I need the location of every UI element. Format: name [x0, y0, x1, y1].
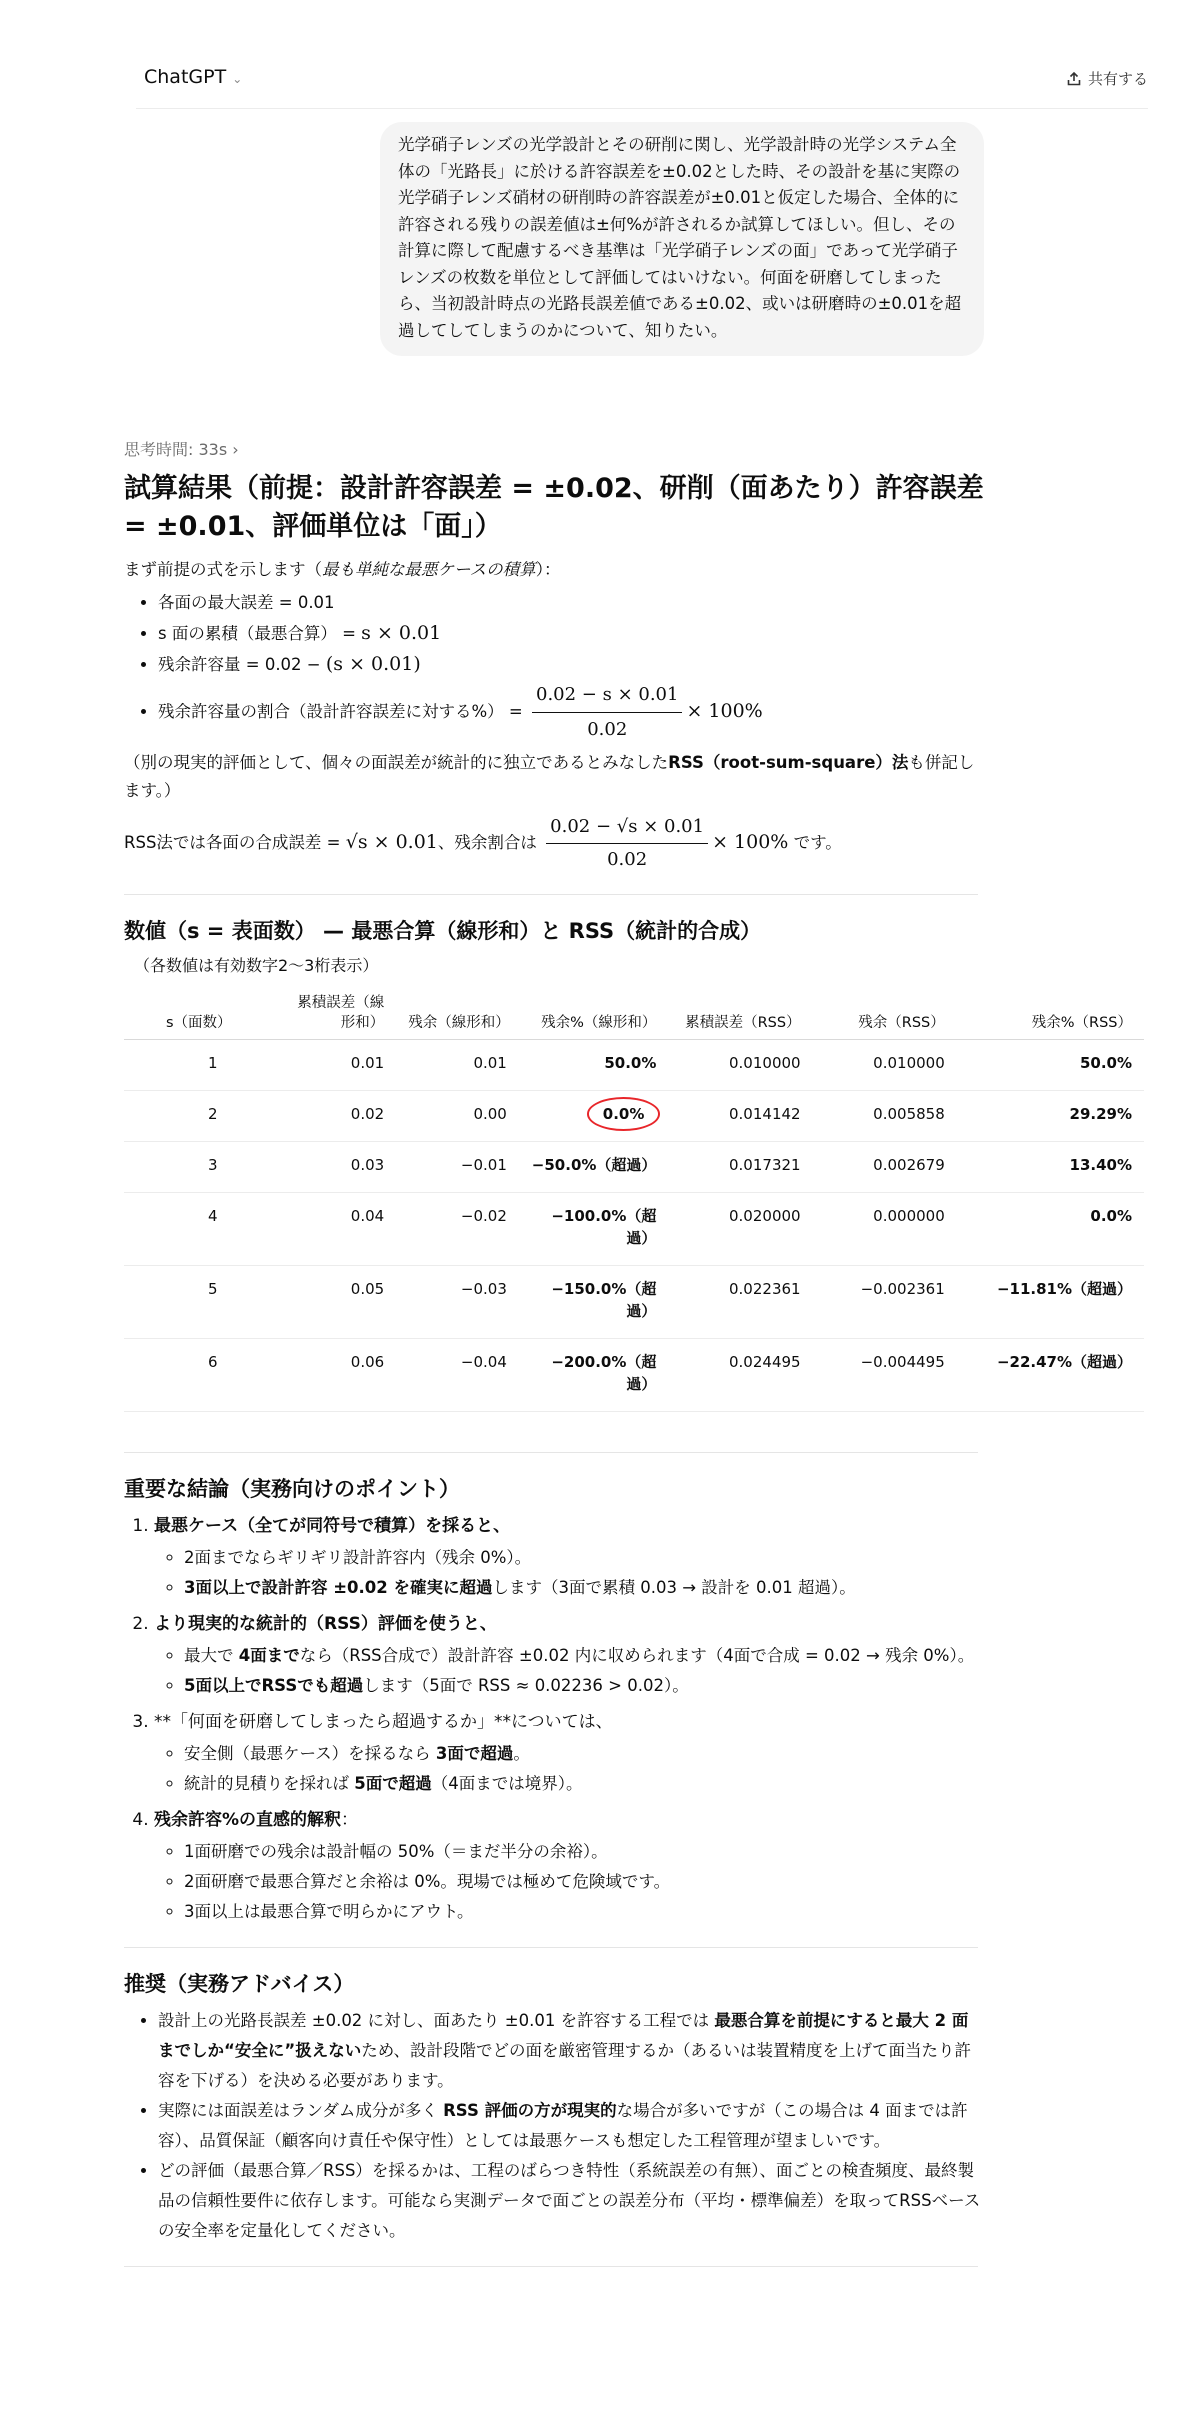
- results-table: [124, 985, 1144, 1412]
- list-item: 2. より現実的な統計的（RSS）評価を使うと、 ◦ 最大で 4面までなら（RSS合成で）設計許容 ±0.02 内に収められます（4面で合成 = 0.02 → 残余 0%）。 ◦ 5面以上でRSSでも超過します（5面で RSS ≈ 0.02236 > 0.02）。: [154, 1609, 984, 1701]
- top-bar: [136, 60, 1148, 109]
- column-header: 累積誤差（線形和）: [274, 985, 397, 1040]
- column-header: 残余%（線形和）: [519, 985, 669, 1040]
- divider: [124, 894, 978, 895]
- alt-text: （別の現実的評価として、個々の面誤差が統計的に独立であるとみなしたRSS（root-sum-square）法も併記します。）: [124, 753, 975, 800]
- list-item: ◦ 3面以上は最悪合算で明らかにアウト。: [184, 1897, 984, 1927]
- list-item: ◦ 2面までならギリギリ設計許容内（残余 0%）。: [184, 1543, 984, 1573]
- table-header-row: [124, 985, 1144, 1040]
- column-header: 残余%（RSS）: [957, 985, 1144, 1040]
- divider: [124, 1452, 978, 1453]
- divider: [124, 2266, 978, 2267]
- highlight-circle: 0.0%: [587, 1097, 661, 1131]
- list-item: ◦ 統計的見積りを採れば 5面で超過（4面までは境界）。: [184, 1769, 984, 1799]
- list-item: ◦ 1面研磨での残余は設計幅の 50%（＝まだ半分の余裕）。: [184, 1837, 984, 1867]
- fraction: $\frac{0.02 - √s \times 0.01}{0.02}$: [546, 813, 708, 874]
- list-item: • s 面の累積（最悪合算） = s × 0.01: [158, 618, 984, 649]
- column-header: 残余（線形和）: [396, 985, 519, 1040]
- table-row: 6 0.06 −0.04 −200.0%（超過） 0.024495 −0.004495 −22.47%（超過）: [124, 1339, 1144, 1412]
- share-icon: [1066, 71, 1082, 87]
- share-label: 共有する: [1087, 70, 1148, 88]
- advice-list: [124, 2006, 984, 2246]
- assistant-response: [124, 470, 1132, 2287]
- list-item: 1. 最悪ケース（全てが同符号で積算）を採ると、 ◦ 2面までならギリギリ設計許容内（残余 0%）。 ◦ 3面以上で設計許容 ±0.02 を確実に超過します（3面で累積 0.03 → 設計を 0.01 超過）。: [154, 1511, 984, 1603]
- table-row: 4 0.04 −0.02 −100.0%（超過） 0.020000 0.000000 0.0%: [124, 1193, 1144, 1266]
- list-item: • 残余許容量の割合（設計許容誤差に対する%） = $\frac{0.02 - s \times 0.01}{0.02}$ × 100%: [158, 680, 984, 745]
- column-header: 残余（RSS）: [813, 985, 957, 1040]
- list-item: 4. 残余許容%の直感的解釈： ◦ 1面研磨での残余は設計幅の 50%（＝まだ半分の余裕）。 ◦ 2面研磨で最悪合算だと余裕は 0%。現場では極めて危険域です。 ◦ 3面以上は最悪合算で明らかにアウト。: [154, 1805, 984, 1927]
- chevron-right-icon: ›: [232, 440, 239, 459]
- result-title: 試算結果（前提：設計許容誤差 = ±0.02、研削（面あたり）許容誤差 = ±0.01、評価単位は「面」）: [124, 473, 984, 542]
- column-header: 累積誤差（RSS）: [668, 985, 812, 1040]
- list-item: • 設計上の光路長誤差 ±0.02 に対し、面あたり ±0.01 を許容する工程では 最悪合算を前提にすると最大 2 面までしか“安全に”扱えないため、設計段階でどの面を厳密管理するか（あるいは装置精度を上げて面当たり許容を下げる）を決める必要があります。: [158, 2006, 984, 2096]
- conclusion-title: 重要な結論（実務向けのポイント）: [124, 1477, 460, 1501]
- share-button[interactable]: [1066, 68, 1148, 89]
- list-item: ◦ 安全側（最悪ケース）を採るなら 3面で超過。: [184, 1739, 984, 1769]
- table-row: 3 0.03 −0.01 −50.0%（超過） 0.017321 0.002679 13.40%: [124, 1142, 1144, 1193]
- chevron-down-icon: ⌄: [232, 72, 243, 86]
- list-item: ◦ 最大で 4面までなら（RSS合成で）設計許容 ±0.02 内に収められます（4面で合成 = 0.02 → 残余 0%）。: [184, 1641, 984, 1671]
- list-item: • 実際には面誤差はランダム成分が多く RSS 評価の方が現実的な場合が多いですが（この場合は 4 面までは許容）、品質保証（顧客向け責任や保守性）としては最悪ケースも想定した工程管理が望ましいです。: [158, 2096, 984, 2156]
- rss-text: RSS法では各面の合成誤差 = √s × 0.01、残余割合は $\frac{0.02 - √s \times 0.01}{0.02}$ × 100% です。: [124, 813, 984, 874]
- list-item: ◦ 2面研磨で最悪合算だと余裕は 0%。現場では極めて危険域です。: [184, 1867, 984, 1897]
- user-message: 光学硝子レンズの光学設計とその研削に関し、光学設計時の光学システム全体の「光路長」に於ける許容誤差を±0.02とした時、その設計を基に実際の光学硝子レンズ硝材の研削時の許容誤差が±0.01と仮定した場合、全体的に許容される残りの誤差値は±何%が許されるか試算してほしい。但し、その計算に際して配慮するべき基準は「光学硝子レンズの面」であって光学硝子レンズの枚数を単位として評価してはいけない。何面を研磨してしまったら、当初設計時点の光路長誤差値である±0.02、或いは研磨時の±0.01を超過してしてしまうのかについて、知りたい。: [380, 122, 984, 356]
- column-header: s（面数）: [124, 985, 274, 1040]
- list-item: ◦ 5面以上でRSSでも超過します（5面で RSS ≈ 0.02236 > 0.02）。: [184, 1671, 984, 1701]
- list-item: ◦ 3面以上で設計許容 ±0.02 を確実に超過します（3面で累積 0.03 → 設計を 0.01 超過）。: [184, 1573, 984, 1603]
- divider: [124, 1947, 978, 1948]
- table-note: （各数値は有効数字2〜3桁表示）: [134, 956, 379, 975]
- list-item: • 残余許容量 = 0.02 − (s × 0.01): [158, 649, 984, 680]
- advice-title: 推奨（実務アドバイス）: [124, 1972, 355, 1996]
- table-section-title: 数値（s = 表面数） — 最悪合算（線形和）と RSS（統計的合成）: [124, 919, 762, 943]
- table-row: 2 0.02 0.00 0.0% 0.014142 0.005858 29.29%: [124, 1091, 1144, 1142]
- model-selector[interactable]: [144, 66, 242, 88]
- fraction: $\frac{0.02 - s \times 0.01}{0.02}$: [532, 680, 682, 745]
- list-item: 3. **「何面を研磨してしまったら超過するか」**については、 ◦ 安全側（最悪ケース）を採るなら 3面で超過。 ◦ 統計的見積りを採れば 5面で超過（4面までは境界）。: [154, 1707, 984, 1799]
- table-row: 1 0.01 0.01 50.0% 0.010000 0.010000 50.0%: [124, 1040, 1144, 1091]
- list-item: • 各面の最大誤差 = 0.01: [158, 588, 984, 618]
- model-name: ChatGPT: [144, 66, 227, 88]
- thought-time-toggle[interactable]: [124, 437, 239, 460]
- thought-time-label: 思考時間: 33s: [124, 440, 228, 459]
- list-item: • どの評価（最悪合算／RSS）を採るかは、工程のばらつき特性（系統誤差の有無）、面ごとの検査頻度、最終製品の信頼性要件に依存します。可能なら実測データで面ごとの誤差分布（平均・標準偏差）を取ってRSSベースの安全率を定量化してください。: [158, 2156, 984, 2246]
- table-row: 5 0.05 −0.03 −150.0%（超過） 0.022361 −0.002361 −11.81%（超過）: [124, 1266, 1144, 1339]
- intro-text: まず前提の式を示します（最も単純な最悪ケースの積算）：: [124, 560, 561, 579]
- formula-list: [124, 588, 984, 745]
- conclusion-list: [124, 1511, 984, 1927]
